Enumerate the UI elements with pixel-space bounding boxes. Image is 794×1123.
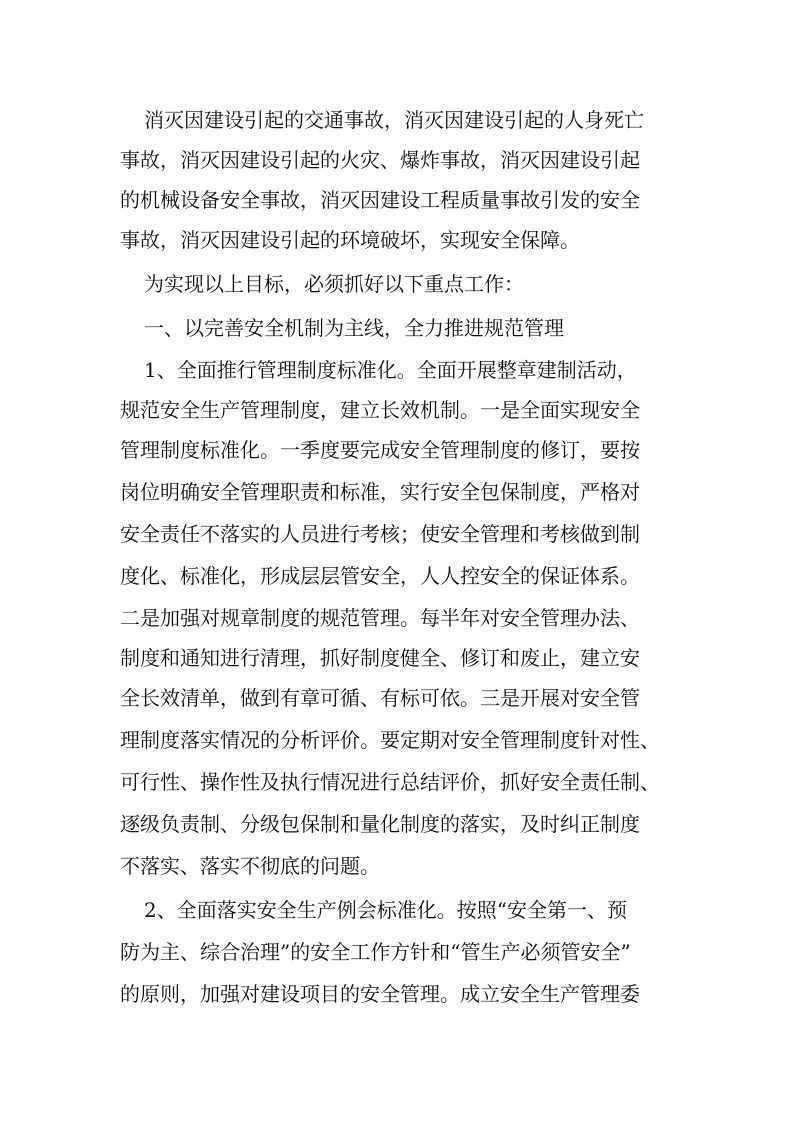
text-line: 防为主、综合治理”的安全工作方针和“管生产必须管安全” — [120, 940, 631, 964]
text-line: 逐级负责制、分级包保制和量化制度的落实，及时纠正制度 — [120, 812, 640, 836]
text-line: 全长效清单，做到有章可循、有标可依。三是开展对安全管 — [120, 686, 640, 710]
text-line: 岗位明确安全管理职责和标准，实行安全包保制度，严格对 — [120, 480, 640, 504]
text-line: 消灭因建设引起的交通事故，消灭因建设引起的人身死亡 — [144, 108, 644, 132]
text-line: 制度和通知进行清理，抓好制度健全、修订和废止，建立安 — [120, 646, 640, 670]
text-line: 的原则，加强对建设项目的安全管理。成立安全生产管理委 — [120, 982, 640, 1006]
text-line: 不落实、落实不彻底的问题。 — [120, 854, 380, 878]
section-heading: 一、以完善安全机制为主线，全力推进规范管理 — [144, 316, 564, 340]
text-line: 度化、标准化，形成层层管安全，人人控安全的保证体系。 — [120, 564, 640, 588]
text-line: 理制度落实情况的分析评价。要定期对安全管理制度针对性、 — [120, 728, 660, 752]
text-line: 事故，消灭因建设引起的环境破坏，实现安全保障。 — [120, 228, 580, 252]
text-line: 管理制度标准化。一季度要完成安全管理制度的修订，要按 — [120, 438, 640, 462]
text-line: 的机械设备安全事故，消灭因建设工程质量事故引发的安全 — [120, 188, 640, 212]
text-line: 安全责任不落实的人员进行考核；使安全管理和考核做到制 — [120, 522, 640, 546]
text-line: 2、全面落实安全生产例会标准化。按照“安全第一、预 — [144, 898, 627, 922]
text-line: 事故，消灭因建设引起的火灾、爆炸事故，消灭因建设引起 — [120, 148, 640, 172]
text-line: 为实现以上目标，必须抓好以下重点工作： — [144, 272, 524, 296]
text-line: 规范安全生产管理制度，建立长效机制。一是全面实现安全 — [120, 398, 640, 422]
text-line: 可行性、操作性及执行情况进行总结评价，抓好安全责任制、 — [120, 770, 660, 794]
text-line: 二是加强对规章制度的规范管理。每半年对安全管理办法、 — [120, 606, 640, 630]
text-line: 1、全面推行管理制度标准化。全面开展整章建制活动， — [144, 358, 637, 382]
